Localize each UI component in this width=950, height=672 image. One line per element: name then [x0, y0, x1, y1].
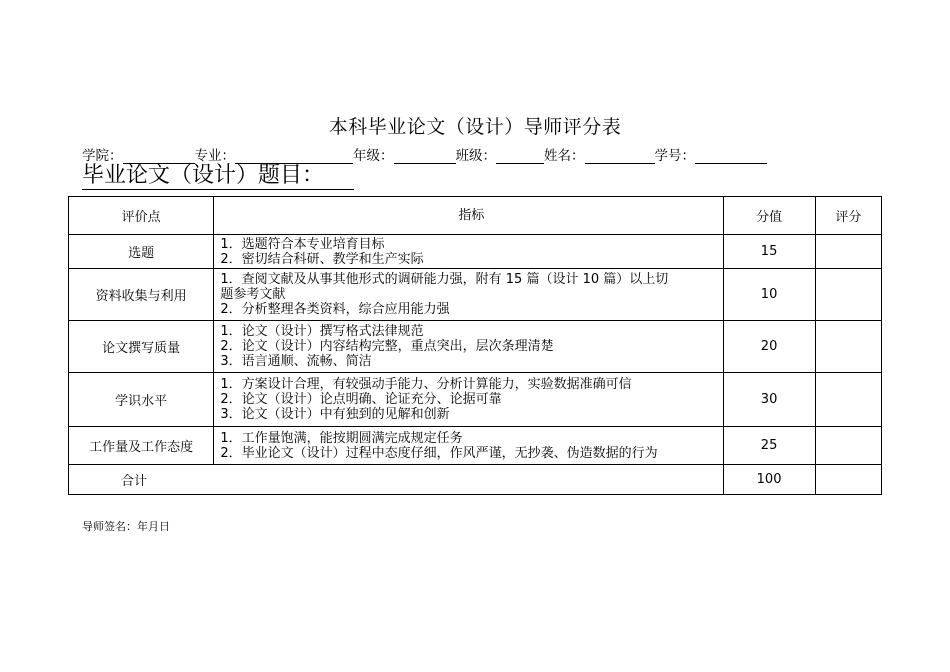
indicator-line: 1．工作量饱满，能按期圆满完成规定任务: [220, 430, 463, 446]
table-row: [69, 235, 882, 269]
row-rating-cell[interactable]: [815, 373, 881, 427]
row-indicators: [214, 269, 723, 321]
row-rating-cell[interactable]: [815, 321, 881, 373]
row-score: 20: [723, 321, 815, 373]
row-indicators: [214, 427, 723, 465]
row-point: 学识水平: [69, 373, 214, 427]
row-score: 15: [723, 235, 815, 269]
header-indicator: 指标: [214, 197, 723, 235]
indicator-line: 2．论文（设计）论点明确、论证充分、论据可靠: [220, 392, 502, 407]
header-score: 分值: [723, 197, 815, 235]
evaluation-table: [68, 196, 882, 495]
row-point: 论文撰写质量: [69, 321, 214, 373]
page-title: 本科毕业论文（设计）导师评分表: [328, 116, 622, 138]
header-point: 评价点: [69, 197, 214, 235]
header-rating: 评分: [815, 197, 881, 235]
row-rating-cell[interactable]: [815, 235, 881, 269]
total-rating-cell[interactable]: [815, 465, 881, 495]
id-label: 学号：: [654, 148, 695, 164]
total-label: 合计: [69, 465, 724, 495]
table-row: [69, 269, 882, 321]
college-label: 学院：: [82, 148, 123, 164]
class-field[interactable]: [496, 149, 544, 164]
row-indicators: [214, 235, 723, 269]
table-total-row: [69, 465, 882, 495]
id-field[interactable]: [695, 149, 767, 164]
row-score: 25: [723, 427, 815, 465]
name-label: 姓名：: [544, 148, 585, 164]
row-indicators: [214, 373, 723, 427]
row-score: 30: [723, 373, 815, 427]
supervisor-signature-line: 导师签名：年月日: [82, 520, 170, 533]
table-header-row: [69, 197, 882, 235]
indicator-line: 1．选题符合本专业培育目标: [220, 236, 385, 252]
indicator-line: 1．论文（设计）撰写格式法律规范: [220, 324, 424, 339]
thesis-topic-field[interactable]: 毕业论文（设计）题目：: [82, 163, 354, 190]
row-point: 选题: [69, 235, 214, 269]
indicator-line: 2．分析整理各类资料，综合应用能力强: [220, 302, 450, 317]
indicator-line: 2．密切结合科研、教学和生产实际: [220, 251, 424, 267]
indicator-line: 2．毕业论文（设计）过程中态度仔细，作风严谨，无抄袭、伪造数据的行为: [220, 445, 658, 461]
row-rating-cell[interactable]: [815, 269, 881, 321]
table-row: [69, 427, 882, 465]
student-info-line: [82, 144, 767, 164]
indicator-line: 题参考文献: [220, 287, 286, 302]
total-score: 100: [723, 465, 815, 495]
name-field[interactable]: [585, 149, 655, 164]
table-row: [69, 321, 882, 373]
grade-field[interactable]: [394, 149, 456, 164]
class-label: 班级：: [455, 148, 496, 164]
indicator-line: 2．论文（设计）内容结构完整，重点突出，层次条理清楚: [220, 339, 554, 354]
major-field[interactable]: [235, 149, 353, 164]
row-rating-cell[interactable]: [815, 427, 881, 465]
indicator-line: 1．查阅文献及从事其他形式的调研能力强，附有 15 篇（设计 10 篇）以上切: [220, 272, 669, 287]
table-row: [69, 373, 882, 427]
row-point: 资料收集与利用: [69, 269, 214, 321]
indicator-line: 1．方案设计合理，有较强动手能力、分析计算能力，实验数据准确可信: [220, 377, 632, 392]
indicator-line: 3．语言通顺、流畅、简洁: [220, 354, 372, 369]
grade-label: 年级：: [353, 148, 394, 164]
row-indicators: [214, 321, 723, 373]
indicator-line: 3．论文（设计）中有独到的见解和创新: [220, 407, 450, 422]
major-label: 专业：: [194, 148, 235, 164]
row-score: 10: [723, 269, 815, 321]
college-field[interactable]: [123, 149, 195, 164]
row-point: 工作量及工作态度: [69, 427, 214, 465]
